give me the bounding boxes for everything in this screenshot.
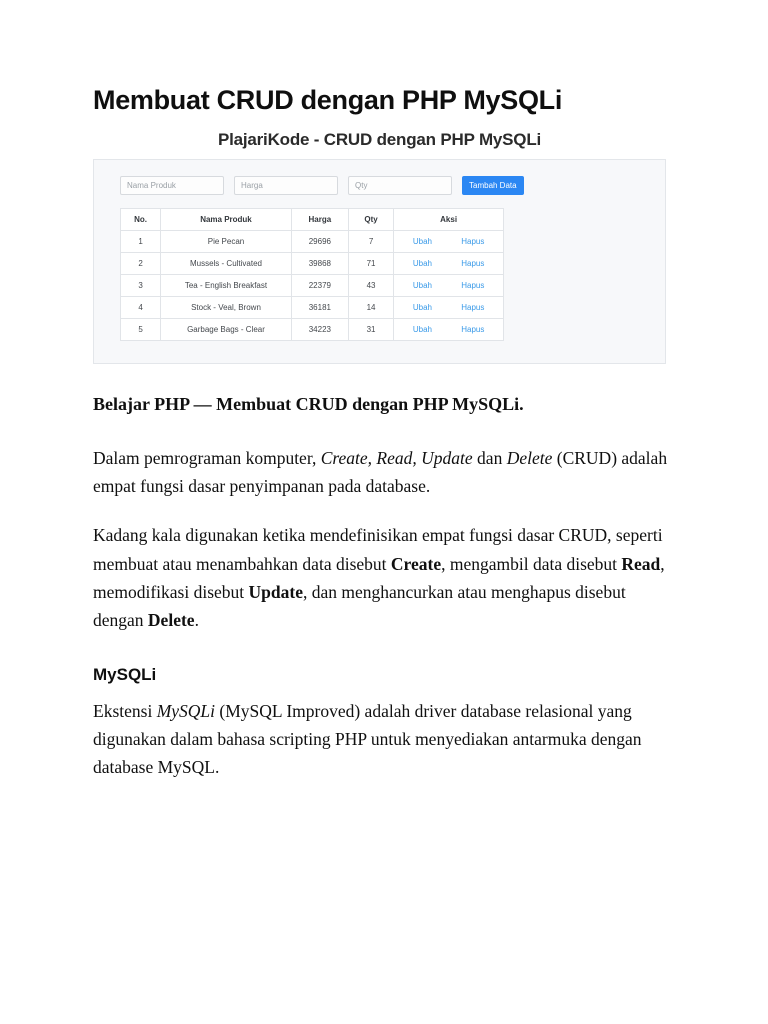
cell-qty: 14 xyxy=(348,297,393,319)
edit-link[interactable]: Ubah xyxy=(412,281,432,291)
text-fragment: (MySQL Improved) adalah driver database relasional yang digunakan dalam bahasa scripting PHP untuk menyediakan antarmuka dengan database MySQL. xyxy=(93,700,642,778)
cell-no: 1 xyxy=(121,231,161,253)
delete-link[interactable]: Hapus xyxy=(461,237,485,247)
input-nama-produk[interactable]: Nama Produk xyxy=(120,176,224,195)
cell-aksi xyxy=(394,253,504,275)
cell-harga: 36181 xyxy=(291,297,348,319)
bold-read: Read xyxy=(621,553,661,574)
cell-aksi xyxy=(394,231,504,253)
column-header-harga: Harga xyxy=(291,209,348,231)
text-fragment: , memodifikasi disebut xyxy=(93,553,665,602)
figure-caption: PlajariKode - CRUD dengan PHP MySQLi xyxy=(217,130,542,150)
input-harga[interactable]: Harga xyxy=(234,176,338,195)
table-header-row xyxy=(121,209,504,231)
emphasis-create-read-update: Create, Read, Update xyxy=(320,447,473,468)
cell-harga: 34223 xyxy=(291,319,348,341)
edit-link[interactable]: Ubah xyxy=(412,259,432,269)
cell-harga: 39868 xyxy=(291,253,348,275)
paragraph-crud-definition xyxy=(93,444,673,501)
produk-table xyxy=(120,208,504,341)
bold-create: Create xyxy=(390,553,442,574)
cell-no: 3 xyxy=(121,275,161,297)
cell-qty: 31 xyxy=(348,319,393,341)
cell-nama-produk: Garbage Bags - Clear xyxy=(161,319,292,341)
table-row xyxy=(121,253,504,275)
tambah-data-button[interactable]: Tambah Data xyxy=(462,176,524,195)
table-row xyxy=(121,231,504,253)
cell-aksi xyxy=(394,275,504,297)
text-fragment: Dalam pemrograman komputer, xyxy=(93,447,321,468)
text-fragment: Kadang kala digunakan ketika mendefinisikan empat fungsi dasar CRUD, seperti membuat atau menambahkan data disebut xyxy=(93,525,663,574)
delete-link[interactable]: Hapus xyxy=(461,259,485,269)
text-fragment: , dan menghancurkan atau menghapus disebut dengan xyxy=(93,581,626,631)
table-row xyxy=(121,319,504,341)
cell-qty: 71 xyxy=(348,253,393,275)
edit-link[interactable]: Ubah xyxy=(412,303,432,313)
text-fragment: , mengambil data disebut xyxy=(441,553,622,574)
cell-qty: 7 xyxy=(348,231,393,253)
figure-crud-screenshot xyxy=(93,130,666,364)
paragraph-mysqli-description xyxy=(93,697,673,782)
edit-link[interactable]: Ubah xyxy=(412,325,432,335)
column-header-aksi: Aksi xyxy=(394,209,504,231)
emphasis-delete: Delete xyxy=(506,447,553,468)
table-row xyxy=(121,297,504,319)
edit-link[interactable]: Ubah xyxy=(412,237,432,247)
emphasis-mysqli: MySQLi xyxy=(156,700,216,721)
text-fragment: . xyxy=(194,610,199,631)
table-row xyxy=(121,275,504,297)
app-toolbar xyxy=(120,176,639,195)
input-qty[interactable]: Qty xyxy=(348,176,452,195)
column-header-nama-produk: Nama Produk xyxy=(161,209,292,231)
delete-link[interactable]: Hapus xyxy=(461,303,485,313)
cell-qty: 43 xyxy=(348,275,393,297)
lead-paragraph: Belajar PHP — Membuat CRUD dengan PHP MySQLi. xyxy=(93,394,524,415)
section-heading-mysqli: MySQLi xyxy=(93,664,157,684)
document-content xyxy=(93,84,673,803)
cell-nama-produk: Tea - English Breakfast xyxy=(161,275,292,297)
bold-delete: Delete xyxy=(147,610,195,631)
text-fragment: Ekstensi xyxy=(93,700,157,721)
cell-no: 4 xyxy=(121,297,161,319)
cell-nama-produk: Pie Pecan xyxy=(161,231,292,253)
column-header-no: No. xyxy=(121,209,161,231)
text-fragment: dan xyxy=(472,447,507,468)
bold-update: Update xyxy=(248,581,303,602)
cell-aksi xyxy=(394,319,504,341)
delete-link[interactable]: Hapus xyxy=(461,281,485,291)
cell-harga: 22379 xyxy=(291,275,348,297)
cell-nama-produk: Mussels - Cultivated xyxy=(161,253,292,275)
cell-harga: 29696 xyxy=(291,231,348,253)
cell-nama-produk: Stock - Veal, Brown xyxy=(161,297,292,319)
page-title: Membuat CRUD dengan PHP MySQLi xyxy=(93,85,563,115)
text-fragment: (CRUD) adalah empat fungsi dasar penyimpanan pada database. xyxy=(93,447,668,496)
cell-no: 2 xyxy=(121,253,161,275)
cell-aksi xyxy=(394,297,504,319)
cell-no: 5 xyxy=(121,319,161,341)
delete-link[interactable]: Hapus xyxy=(461,325,485,335)
paragraph-crud-functions xyxy=(93,521,673,634)
app-screenshot xyxy=(93,159,666,364)
column-header-qty: Qty xyxy=(348,209,393,231)
